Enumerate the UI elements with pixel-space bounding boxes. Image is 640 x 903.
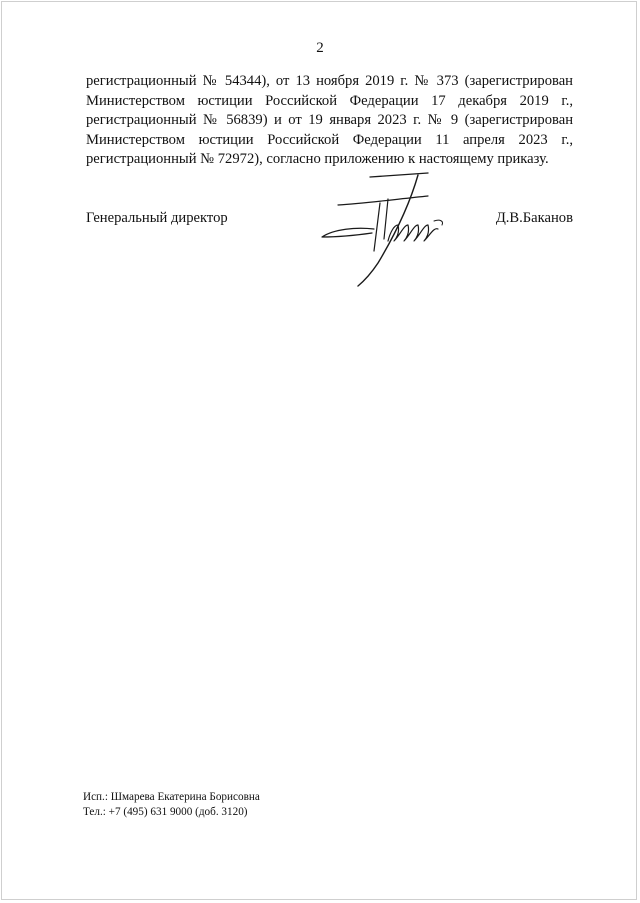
paragraph-line: регистрационный № 72972), согласно приложению к настоящему приказу. xyxy=(86,151,549,168)
phone-line: Тел.: +7 (495) 631 9000 (доб. 3120) xyxy=(83,805,248,818)
paragraph-line: Министерством юстиции Российской Федерации 11 апреля 2023 г., xyxy=(86,131,573,148)
body-paragraph xyxy=(86,72,573,170)
signer-name: Д.В.Баканов xyxy=(495,210,573,226)
signer-position: Генеральный директор xyxy=(86,210,228,226)
page-number: 2 xyxy=(316,40,324,56)
footer-contacts xyxy=(83,790,260,819)
paragraph-line: Министерством юстиции Российской Федерации 17 декабря 2019 г., xyxy=(86,92,573,109)
handwritten-signature xyxy=(308,163,468,293)
paragraph-line: регистрационный № 54344), от 13 ноября 2019 г. № 373 (зарегистрирован xyxy=(86,73,573,89)
executor-line: Исп.: Шмарева Екатерина Борисовна xyxy=(83,791,260,803)
paragraph-line: регистрационный № 56839) и от 19 января 2023 г. № 9 (зарегистрирован xyxy=(86,112,573,129)
